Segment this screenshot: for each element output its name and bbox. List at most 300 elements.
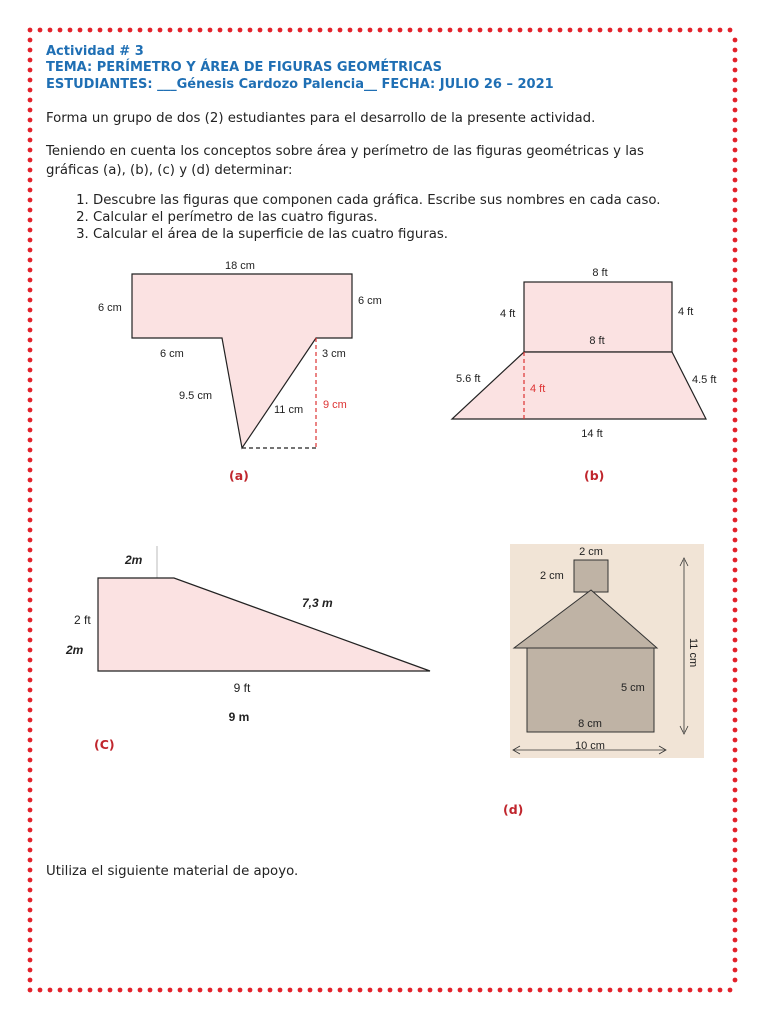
border-dot [28,718,33,723]
border-dot [288,28,293,33]
border-dot [733,98,738,103]
border-dot [38,988,43,993]
border-dot [28,878,33,883]
border-dot [28,318,33,323]
border-dot [288,988,293,993]
border-dot [298,988,303,993]
figure-a-top-label: 18 cm [225,260,255,272]
border-dot [58,28,63,33]
figure-c-left-ft-label: 2 ft [74,613,91,627]
border-dot [48,988,53,993]
figure-d-chimney-top-label: 2 cm [579,546,603,558]
border-dot [28,938,33,943]
border-dot [733,78,738,83]
border-dot [258,988,263,993]
border-dot [28,898,33,903]
border-dot [733,138,738,143]
border-dot [28,598,33,603]
border-dot [733,478,738,483]
border-dot [733,148,738,153]
border-dot [28,68,33,73]
border-dot [733,158,738,163]
students-value: ___Génesis Cardozo Palencia__ [157,77,378,92]
border-dot [28,478,33,483]
border-dot [328,988,333,993]
border-dot [358,988,363,993]
border-dot [548,988,553,993]
border-dot [608,28,613,33]
border-dot [733,668,738,673]
border-dot [733,798,738,803]
border-dot [28,238,33,243]
border-dot [228,28,233,33]
border-dot [338,28,343,33]
border-dot [478,28,483,33]
figure-a-bottom-right-label: 3 cm [322,348,346,360]
border-dot [28,108,33,113]
border-dot [318,28,323,33]
border-dot [358,28,363,33]
border-dot [28,548,33,553]
border-dot [733,818,738,823]
topic-label: TEMA [46,60,87,75]
border-dot [148,28,153,33]
border-dot [28,948,33,953]
border-dot [328,28,333,33]
border-dot [568,988,573,993]
border-dot [488,988,493,993]
border-dot [208,28,213,33]
border-dot [378,988,383,993]
border-dot [408,28,413,33]
border-dot [733,588,738,593]
border-dot [28,988,33,993]
border-dot [28,198,33,203]
border-dot [733,468,738,473]
border-dot [733,168,738,173]
border-dot [28,618,33,623]
border-dot [733,48,738,53]
figure-d [510,544,704,758]
border-dot [733,708,738,713]
border-dot [678,988,683,993]
figure-b-slant-right-label: 4.5 ft [692,374,717,386]
border-dot [178,28,183,33]
border-dot [733,778,738,783]
border-dot [28,358,33,363]
border-dot [733,658,738,663]
border-dot [258,28,263,33]
border-dot [248,988,253,993]
border-dot [28,328,33,333]
border-dot [348,988,353,993]
border-dot [28,278,33,283]
border-dot [528,988,533,993]
border-dot [438,28,443,33]
border-dot [78,988,83,993]
border-dot [733,728,738,733]
border-dot [418,988,423,993]
border-dot [733,248,738,253]
border-dot [733,458,738,463]
figure-d-chimney [574,560,608,592]
border-dot [733,108,738,113]
border-dot [28,88,33,93]
topic-value: PERÍMETRO Y ÁREA DE FIGURAS GEOMÉTRICAS [96,60,442,75]
border-dot [28,168,33,173]
border-dot [733,488,738,493]
border-dot [318,988,323,993]
border-dot [38,28,43,33]
border-dot [733,748,738,753]
border-dot [168,28,173,33]
border-dot [28,978,33,983]
border-dot [458,28,463,33]
figure-b-left-label: 4 ft [500,308,516,320]
border-dot [298,28,303,33]
border-dot [208,988,213,993]
border-dot [733,188,738,193]
border-dot [618,988,623,993]
border-dot [733,828,738,833]
border-dot [428,28,433,33]
border-dot [733,718,738,723]
border-dot [733,928,738,933]
border-dot [28,888,33,893]
date-value: JULIO 26 – 2021 [439,77,554,92]
border-dot [28,518,33,523]
border-dot [268,988,273,993]
border-dot [28,628,33,633]
border-dot [28,758,33,763]
border-dot [733,898,738,903]
border-dot [28,568,33,573]
border-dot [238,28,243,33]
border-dot [28,778,33,783]
border-dot [28,748,33,753]
border-dot [508,988,513,993]
border-dot [378,28,383,33]
border-dot [733,518,738,523]
border-dot [368,988,373,993]
border-dot [733,838,738,843]
figure-d-width-label: 10 cm [575,740,605,752]
border-dot [28,848,33,853]
border-dot [388,28,393,33]
border-dot [108,988,113,993]
border-dot [28,408,33,413]
border-dot [158,28,163,33]
border-dot [88,988,93,993]
border-dot [733,528,738,533]
border-dot [733,968,738,973]
intro-paragraph-2: Teniendo en cuenta los conceptos sobre área y perímetro de las figuras geométricas y las gráficas (a), (b), (c) y (d) determinar: [46,144,644,178]
border-dot [488,28,493,33]
border-dot [138,988,143,993]
task-item: 3. Calcular el área de la superficie de las cuatro figuras. [93,226,661,243]
border-dot [28,688,33,693]
border-dot [28,808,33,813]
border-dot [28,188,33,193]
border-dot [428,988,433,993]
border-dot [98,988,103,993]
figure-b-slant-left-label: 5.6 ft [456,373,481,385]
border-dot [718,28,723,33]
border-dot [28,118,33,123]
border-dot [148,988,153,993]
border-dot [28,668,33,673]
students-label: ESTUDIANTES [46,77,148,92]
border-dot [408,988,413,993]
border-dot [733,948,738,953]
figure-b-top-label: 8 ft [592,267,608,279]
border-dot [58,988,63,993]
border-dot [28,378,33,383]
border-dot [648,988,653,993]
figure-d-base-label: 8 cm [578,718,602,730]
border-dot [733,858,738,863]
border-dot [28,488,33,493]
border-dot [178,988,183,993]
border-dot [28,208,33,213]
border-dot [668,988,673,993]
border-dot [688,28,693,33]
border-dot [588,988,593,993]
border-dot [733,608,738,613]
figure-a-shape [132,274,352,448]
border-dot [368,28,373,33]
border-dot [28,498,33,503]
border-dot [228,988,233,993]
border-dot [658,28,663,33]
border-dot [28,78,33,83]
figure-b-trapezoid [452,352,706,419]
border-dot [733,908,738,913]
border-dot [68,28,73,33]
intro-paragraph-1: Forma un grupo de dos (2) estudiantes para el desarrollo de la presente actividad. [46,111,596,126]
figure-b-middle-label: 8 ft [589,335,605,347]
border-dot [28,558,33,563]
border-dot [733,178,738,183]
border-dot [628,988,633,993]
border-dot [28,708,33,713]
border-dot [28,388,33,393]
border-dot [668,28,673,33]
figure-a-slant-right-label: 11 cm [274,404,304,416]
border-dot [728,28,733,33]
border-dot [28,48,33,53]
border-dot [118,988,123,993]
border-dot [88,28,93,33]
border-dot [28,538,33,543]
border-dot [733,558,738,563]
figure-a-right-label: 6 cm [358,295,382,307]
border-dot [733,788,738,793]
border-dot [733,678,738,683]
border-dot [708,28,713,33]
border-dot [128,28,133,33]
border-dot [278,988,283,993]
figure-a-height-label: 9 cm [323,399,347,411]
border-dot [733,508,738,513]
border-dot [568,28,573,33]
border-dot [733,868,738,873]
border-dot [438,988,443,993]
border-dot [588,28,593,33]
border-dot [28,348,33,353]
task-item: 2. Calcular el perímetro de las cuatro figuras. [93,209,661,226]
border-dot [458,988,463,993]
border-dot [28,448,33,453]
border-dot [733,768,738,773]
border-dot [733,808,738,813]
border-dot [158,988,163,993]
border-dot [28,418,33,423]
border-dot [608,988,613,993]
border-dot [28,178,33,183]
border-dot [28,918,33,923]
border-dot [733,618,738,623]
border-dot [388,988,393,993]
topic-line: TEMA: PERÍMETRO Y ÁREA DE FIGURAS GEOMÉTRICAS [46,60,442,75]
border-dot [28,218,33,223]
border-dot [108,28,113,33]
border-dot [28,728,33,733]
border-dot [28,38,33,43]
border-dot [28,738,33,743]
border-dot [218,28,223,33]
border-dot [28,228,33,233]
figure-b-height-label: 4 ft [530,383,546,395]
figure-c-bottom-ft-label: 9 ft [233,681,251,695]
figure-c-top-box-label: 2m [125,553,143,567]
border-dot [348,28,353,33]
border-dot [198,988,203,993]
border-dot [28,298,33,303]
border-dot [733,68,738,73]
border-dot [733,628,738,633]
border-dot [28,28,33,33]
border-dot [733,688,738,693]
border-dot [28,868,33,873]
border-dot [28,678,33,683]
border-dot [733,118,738,123]
border-dot [733,578,738,583]
border-dot [498,28,503,33]
border-dot [468,988,473,993]
border-dot [28,958,33,963]
border-dot [28,148,33,153]
border-dot [48,28,53,33]
figure-a-left-label: 6 cm [98,302,122,314]
border-dot [733,128,738,133]
border-dot [248,28,253,33]
border-dot [28,648,33,653]
figure-a-bottom-left-label: 6 cm [160,348,184,360]
border-dot [308,28,313,33]
activity-title: Actividad # 3 [46,44,144,59]
border-dot [28,608,33,613]
border-dot [733,568,738,573]
border-dot [733,978,738,983]
border-dot [28,698,33,703]
figure-c-shape [98,578,430,671]
border-dot [28,588,33,593]
border-dot [28,638,33,643]
figure-a-caption: (a) [229,468,249,483]
border-dot [138,28,143,33]
border-dot [28,308,33,313]
figure-d-height-label: 11 cm [687,638,699,668]
border-dot [733,498,738,503]
border-dot [28,858,33,863]
students-line: ESTUDIANTES: ___Génesis Cardozo Palencia__ FECHA: JULIO 26 – 2021 [46,77,554,92]
border-dot [28,818,33,823]
border-dot [733,598,738,603]
border-dot [28,368,33,373]
border-dot [28,248,33,253]
border-dot [398,28,403,33]
border-dot [68,988,73,993]
border-dot [188,28,193,33]
border-dot [578,28,583,33]
border-dot [618,28,623,33]
border-dot [28,58,33,63]
border-dot [733,848,738,853]
footer-text: Utiliza el siguiente material de apoyo. [46,864,299,879]
border-dot [188,988,193,993]
figure-c-caption: (C) [94,737,115,752]
border-dot [733,638,738,643]
border-dot [418,28,423,33]
figure-d-wall-label: 5 cm [621,682,645,694]
border-dot [528,28,533,33]
border-dot [733,88,738,93]
border-dot [268,28,273,33]
border-dot [508,28,513,33]
border-dot [733,738,738,743]
border-dot [28,258,33,263]
border-dot [733,208,738,213]
border-dot [238,988,243,993]
border-dot [28,578,33,583]
figure-d-chimney-side-label: 2 cm [540,570,564,582]
border-dot [638,28,643,33]
border-dot [28,968,33,973]
figure-b-caption: (b) [584,468,605,483]
border-dot [518,988,523,993]
border-dot [28,788,33,793]
border-dot [28,838,33,843]
border-dot [28,508,33,513]
border-dot [468,28,473,33]
border-dot [733,218,738,223]
border-dot [678,28,683,33]
task-list [46,192,661,243]
border-dot [398,988,403,993]
border-dot [518,28,523,33]
border-dot [78,28,83,33]
border-dot [198,28,203,33]
border-dot [733,888,738,893]
border-dot [733,648,738,653]
border-dot [548,28,553,33]
border-dot [28,428,33,433]
border-dot [28,138,33,143]
border-dot [698,988,703,993]
border-dot [733,548,738,553]
border-dot [478,988,483,993]
